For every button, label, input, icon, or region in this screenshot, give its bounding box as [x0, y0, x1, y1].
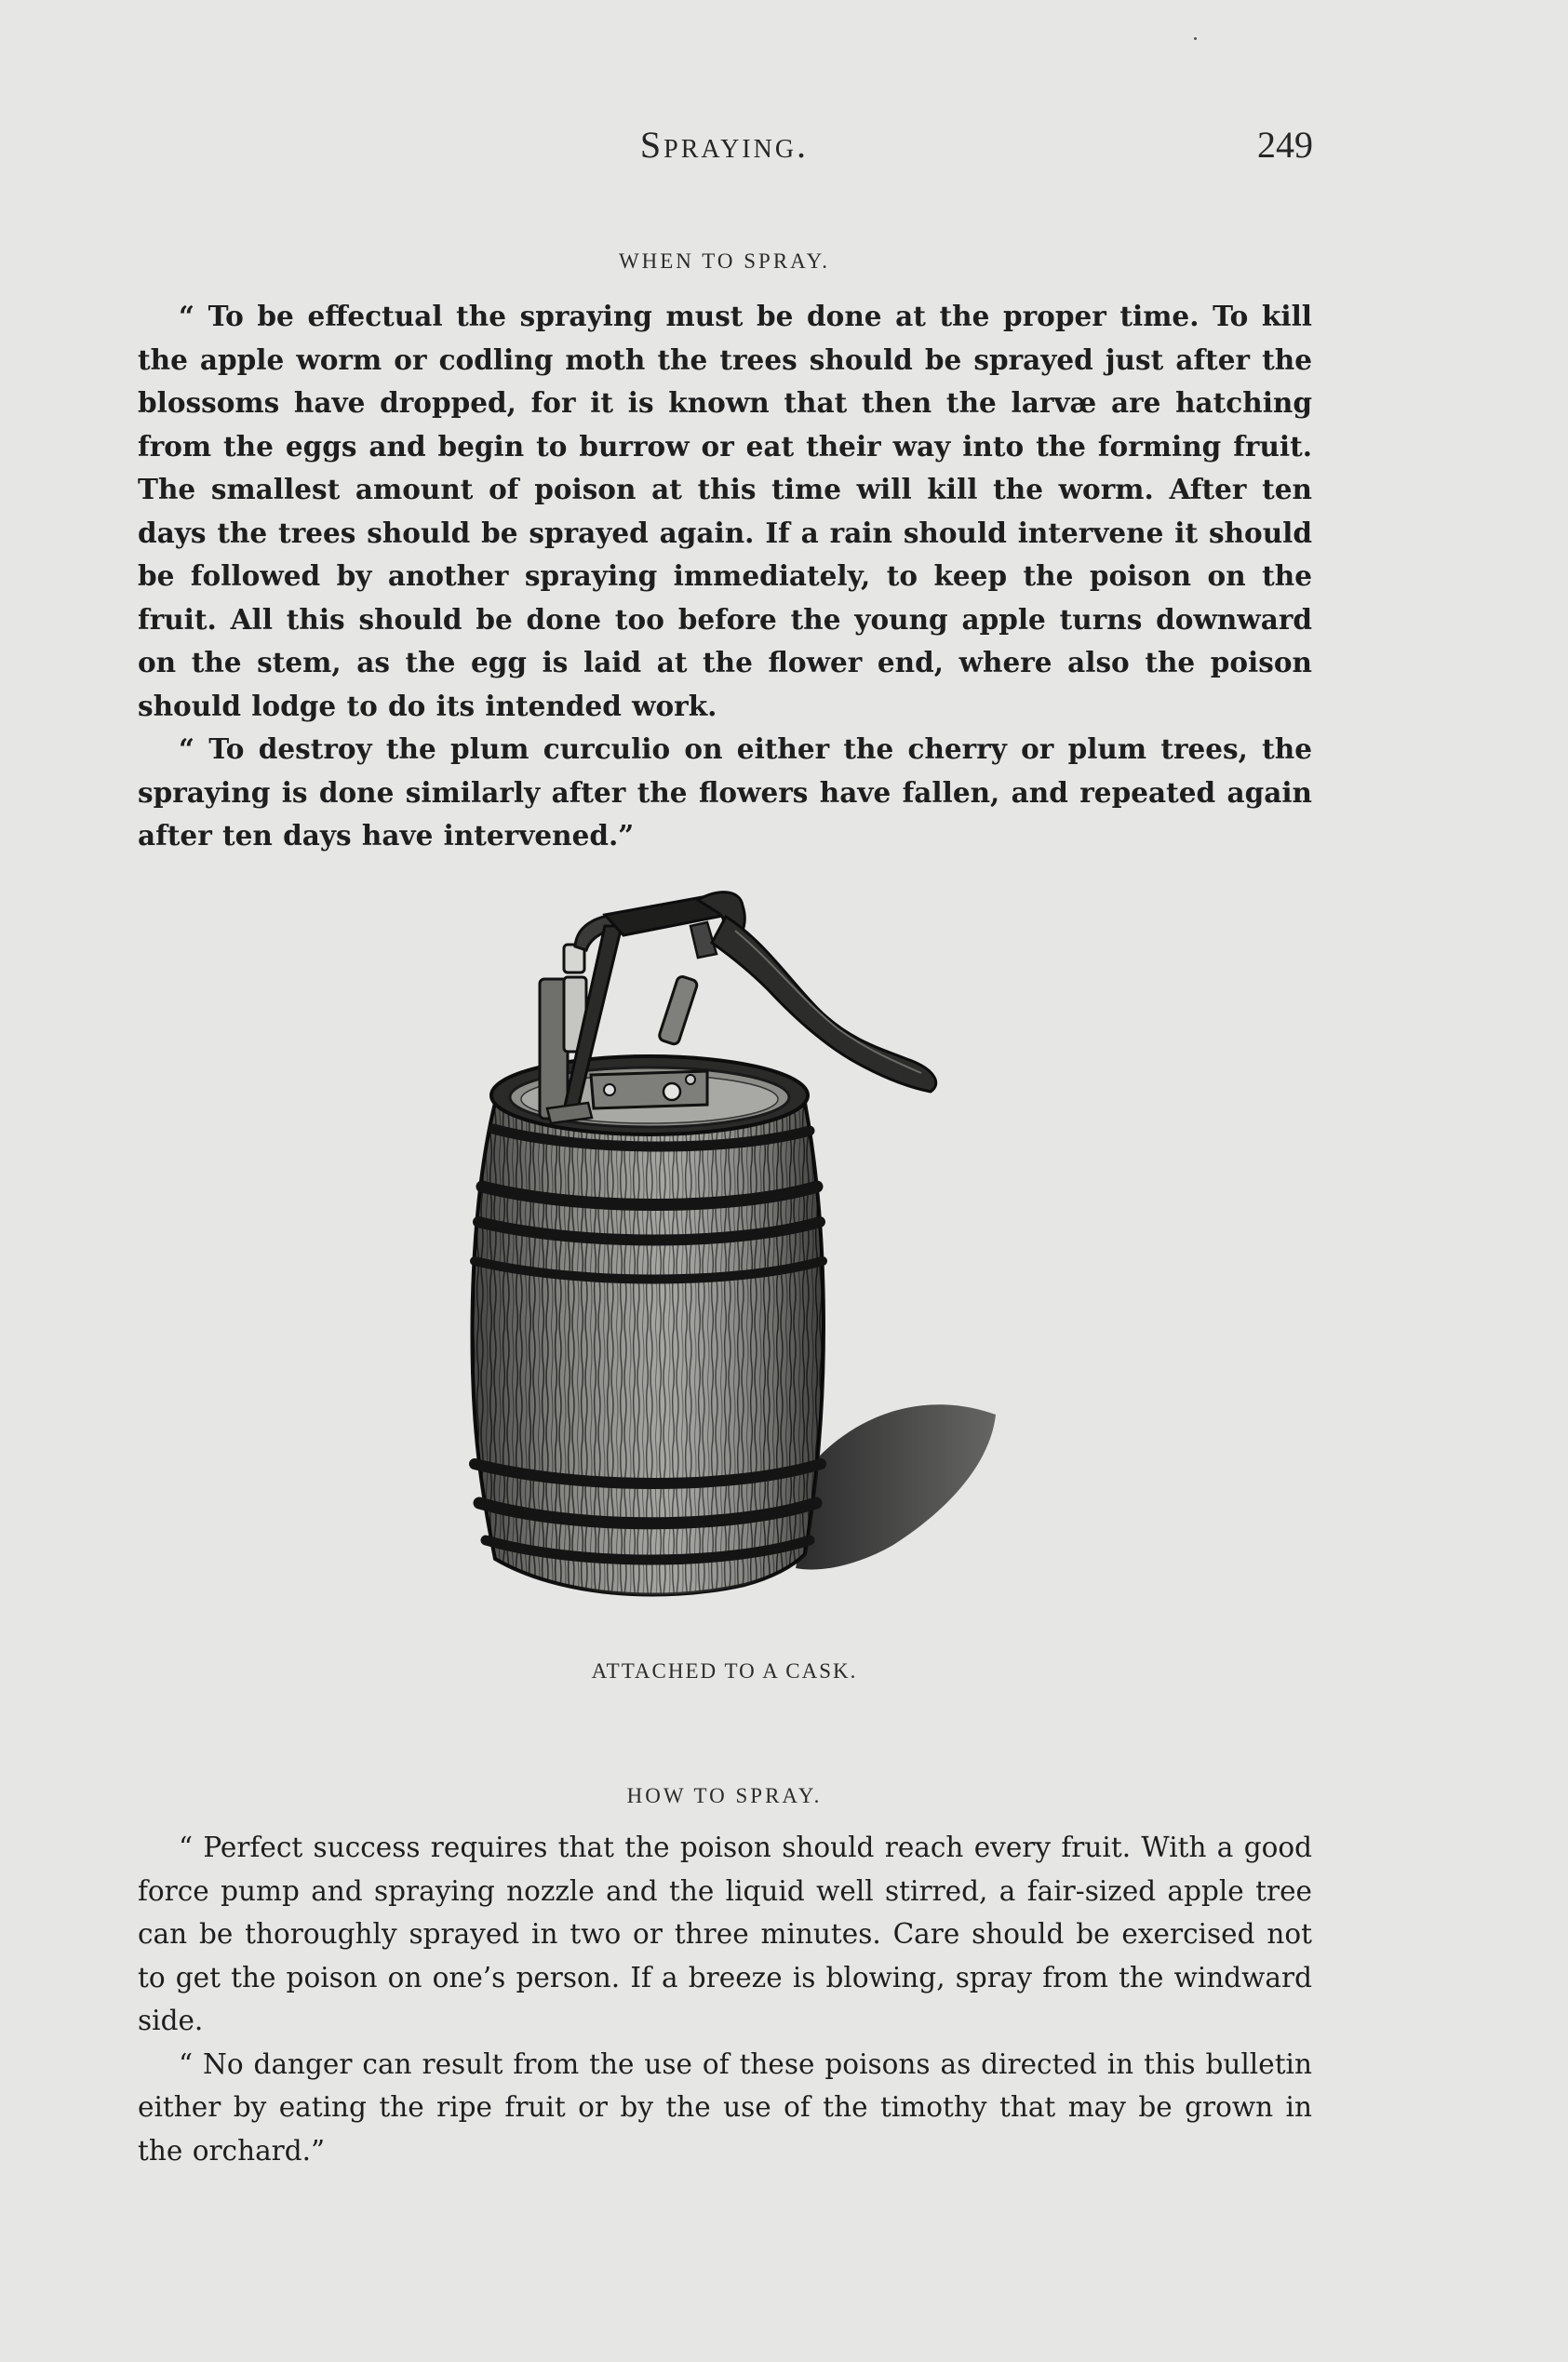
page-number: 249: [1257, 124, 1313, 166]
running-head: [136, 123, 1313, 169]
paragraph-codling-moth: “ To be effectual the spraying must be done at the proper time. To kill the apple worm or codling moth the trees should be sprayed just after the blossoms have dropped, for it is known that then the larvæ are hatching from the eggs and begin to burrow or eat their way into the forming fruit. The smallest amount of poison at this time will kill the worm. After ten days the trees should be sprayed again. If a rain should intervene it should be followed by another spraying immediately, to keep the poison on the fruit. All this should be done too before the young apple turns downward on the stem, as the egg is laid at the flower end, where also the poison should lodge to do its intended work.: [138, 300, 1312, 722]
paragraph-plum-curculio: “ To destroy the plum curculio on either the cherry or plum trees, the spraying is done similarly after the flowers have fallen, and repeated again after ten days have intervened.”: [138, 732, 1312, 852]
paper-speck: [1194, 37, 1197, 40]
running-title: Spraying.: [639, 124, 810, 166]
section-heading-when-to-spray: WHEN TO SPRAY.: [618, 249, 831, 273]
section-heading-how-to-spray: HOW TO SPRAY.: [626, 1784, 823, 1807]
when-to-spray-body: [138, 295, 1312, 858]
cask-pump-illustration: [428, 889, 1024, 1652]
cask-pump-engraving: [428, 889, 1024, 1652]
paragraph-no-danger: “ No danger can result from the use of these poisons as directed in this bulletin either by eating the ripe fruit or by the use of the timothy that may be grown in the orchard.”: [138, 2047, 1312, 2167]
how-to-spray-body: [138, 1826, 1312, 2172]
paragraph-perfect-success: “ Perfect success requires that the poison should reach every fruit. With a good force pump and spraying nozzle and the liquid well stirred, a fair-sized apple tree can be thoroughly sprayed in two or three minutes. Care should be exercised not to get the poison on one’s person. If a breeze is blowing, spray from the windward side.: [138, 1832, 1312, 2036]
figure-caption: ATTACHED TO A CASK.: [591, 1659, 858, 1683]
